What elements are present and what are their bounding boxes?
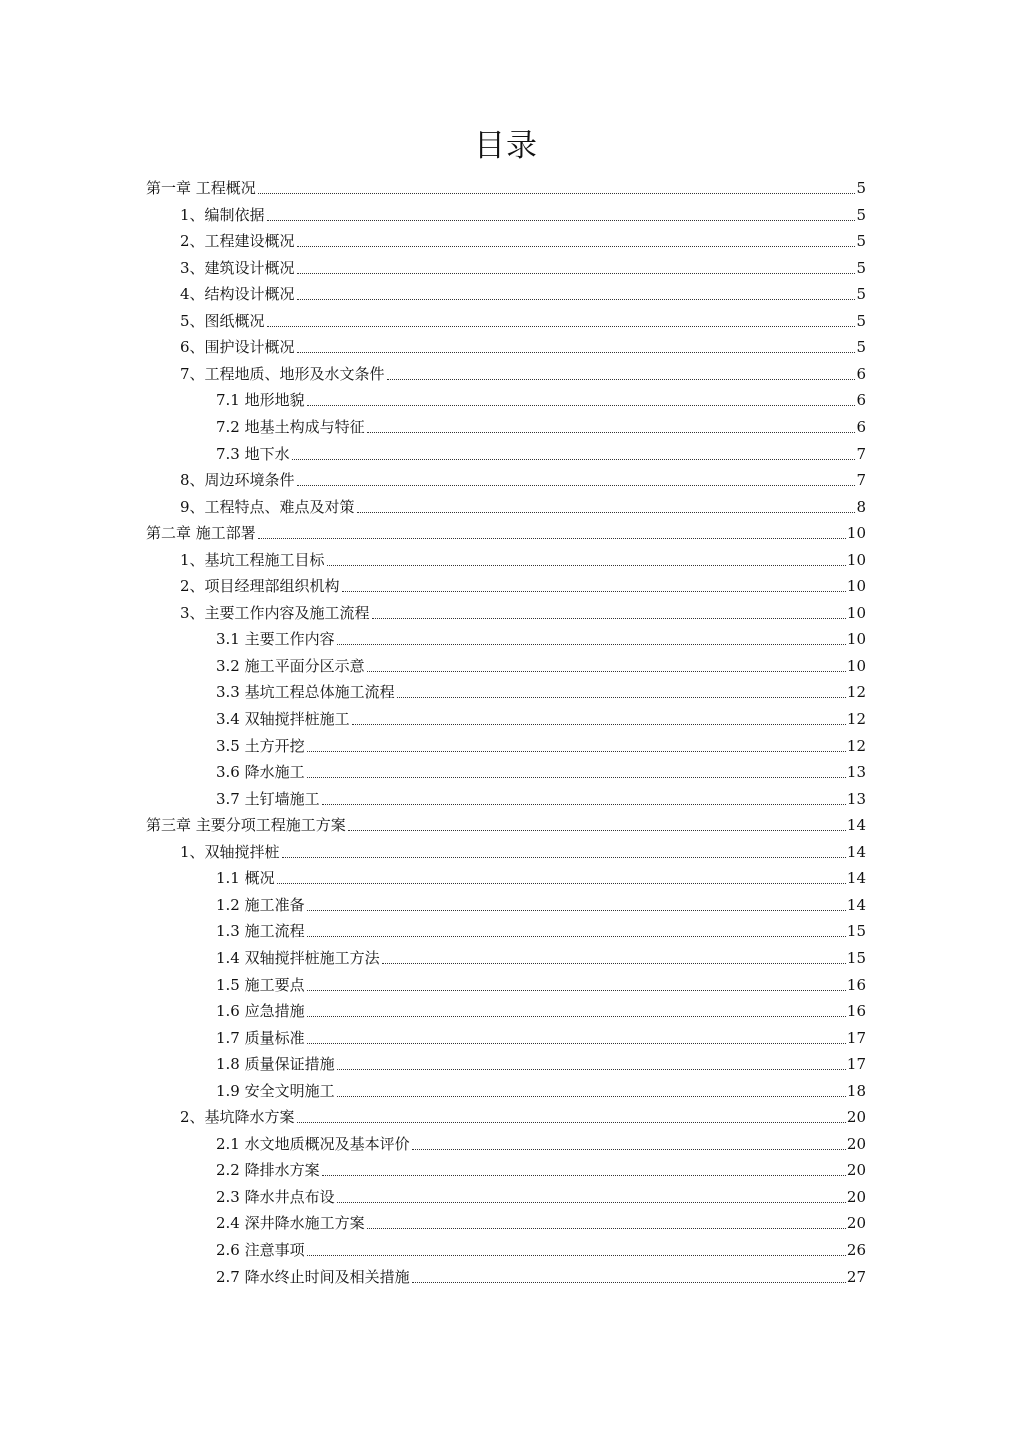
toc-entry-page-number: 26 xyxy=(846,1241,866,1259)
toc-entry[interactable] xyxy=(216,944,866,970)
toc-entry-label: 3.3 基坑工程总体施工流程 xyxy=(216,683,395,702)
toc-entry-page-number: 10 xyxy=(846,524,866,543)
toc-entry-label: 第一章 工程概况 xyxy=(146,179,256,197)
page-title: 目录 xyxy=(474,128,538,164)
toc-entry-label: 7.3 地下水 xyxy=(216,444,290,463)
toc-entry-label: 1、基坑工程施工目标 xyxy=(180,550,325,569)
toc-entry[interactable] xyxy=(216,997,866,1023)
toc-entry-label: 1.3 施工流程 xyxy=(216,922,305,941)
toc-dot-leader xyxy=(337,1201,846,1203)
toc-entry[interactable] xyxy=(180,466,866,492)
toc-dot-leader xyxy=(297,298,856,300)
toc-dot-leader xyxy=(307,404,856,406)
toc-entry-label: 3.4 双轴搅拌桩施工 xyxy=(216,710,350,728)
toc-dot-leader xyxy=(348,829,846,831)
toc-entry-page-number: 18 xyxy=(846,1081,866,1100)
toc-entry-label: 1.4 双轴搅拌桩施工方法 xyxy=(216,948,380,967)
toc-dot-leader xyxy=(412,1148,846,1150)
toc-entry[interactable] xyxy=(146,811,866,837)
toc-dot-leader xyxy=(382,962,846,964)
toc-entry[interactable] xyxy=(180,360,866,386)
toc-entry-page-number: 20 xyxy=(846,1161,866,1180)
toc-entry-page-number: 17 xyxy=(846,1055,866,1074)
toc-entry-label: 7、工程地质、地形及水文条件 xyxy=(180,364,385,383)
toc-dot-leader xyxy=(267,325,856,327)
toc-entry-label: 5、图纸概况 xyxy=(180,311,265,330)
toc-entry-page-number: 12 xyxy=(846,736,866,755)
toc-entry-page-number: 13 xyxy=(846,763,866,782)
toc-entry-label: 1.8 质量保证措施 xyxy=(216,1055,335,1074)
toc-entry[interactable] xyxy=(180,838,866,864)
toc-entry-page-number: 14 xyxy=(846,895,866,914)
toc-entry-page-number: 5 xyxy=(856,232,866,251)
toc-entry[interactable] xyxy=(180,307,866,333)
toc-entry-label: 1.9 安全文明施工 xyxy=(216,1081,335,1100)
toc-dot-leader xyxy=(342,590,846,592)
toc-entry-label: 3.5 土方开挖 xyxy=(216,736,305,755)
toc-entry[interactable] xyxy=(216,864,866,890)
toc-entry-label: 2、项目经理部组织机构 xyxy=(180,577,340,596)
toc-dot-leader xyxy=(292,458,856,460)
toc-entry-label: 3、主要工作内容及施工流程 xyxy=(180,603,370,622)
toc-dot-leader xyxy=(352,723,846,725)
toc-dot-leader xyxy=(327,564,846,566)
toc-entry-label: 3.7 土钉墙施工 xyxy=(216,789,320,808)
toc-entry-label: 9、工程特点、难点及对策 xyxy=(180,497,355,516)
toc-entry[interactable] xyxy=(180,572,866,598)
toc-entry-page-number: 13 xyxy=(846,789,866,808)
toc-entry[interactable] xyxy=(216,1236,866,1262)
toc-dot-leader xyxy=(412,1281,846,1283)
toc-dot-leader xyxy=(307,1042,846,1044)
toc-entry-page-number: 12 xyxy=(846,683,866,702)
toc-entry-page-number: 15 xyxy=(846,948,866,967)
toc-dot-leader xyxy=(267,219,856,221)
toc-dot-leader xyxy=(297,245,856,247)
toc-entry-page-number: 5 xyxy=(856,311,866,330)
toc-dot-leader xyxy=(367,1227,846,1229)
toc-entry-page-number: 10 xyxy=(846,603,866,622)
toc-dot-leader xyxy=(258,537,846,539)
toc-entry[interactable] xyxy=(216,971,866,997)
toc-dot-leader xyxy=(337,1068,846,1070)
toc-entry-label: 7.2 地基土构成与特征 xyxy=(216,417,365,436)
toc-dot-leader xyxy=(307,750,846,752)
toc-dot-leader xyxy=(307,1015,846,1017)
toc-entry-label: 2.7 降水终止时间及相关措施 xyxy=(216,1267,410,1286)
toc-entry-page-number: 10 xyxy=(846,550,866,569)
toc-dot-leader xyxy=(307,1254,846,1256)
toc-dot-leader xyxy=(258,192,856,194)
toc-entry-label: 1.1 概况 xyxy=(216,869,275,888)
toc-entry[interactable] xyxy=(180,546,866,572)
toc-entry[interactable] xyxy=(216,1183,866,1209)
toc-entry[interactable] xyxy=(216,678,866,704)
toc-entry[interactable] xyxy=(180,1103,866,1129)
toc-entry-label: 1、双轴搅拌桩 xyxy=(180,842,280,861)
toc-entry-page-number: 27 xyxy=(846,1267,866,1286)
toc-entry[interactable] xyxy=(180,254,866,280)
toc-entry-label: 1.7 质量标准 xyxy=(216,1028,305,1047)
toc-dot-leader xyxy=(397,696,846,698)
toc-entry-page-number: 14 xyxy=(846,869,866,888)
toc-entry-page-number: 7 xyxy=(856,471,866,490)
toc-entry-label: 2、基坑降水方案 xyxy=(180,1108,295,1127)
toc-entry-label: 2.3 降水井点布设 xyxy=(216,1187,335,1206)
toc-entry-page-number: 20 xyxy=(846,1187,866,1206)
toc-entry[interactable] xyxy=(216,1024,866,1050)
toc-dot-leader xyxy=(307,935,846,937)
toc-entry[interactable] xyxy=(216,1077,866,1103)
toc-entry-page-number: 14 xyxy=(846,816,866,835)
toc-entry[interactable] xyxy=(216,1263,866,1289)
toc-entry-page-number: 17 xyxy=(846,1028,866,1047)
toc-entry-label: 1.2 施工准备 xyxy=(216,895,305,914)
toc-entry-label: 8、周边环境条件 xyxy=(180,471,295,490)
toc-entry[interactable] xyxy=(180,280,866,306)
toc-entry[interactable] xyxy=(216,1156,866,1182)
toc-dot-leader xyxy=(337,1095,846,1097)
toc-entry-page-number: 5 xyxy=(856,338,866,357)
toc-entry-label: 2.2 降排水方案 xyxy=(216,1161,320,1180)
toc-dot-leader xyxy=(297,272,856,274)
toc-entry-page-number: 10 xyxy=(846,656,866,675)
toc-entry-page-number: 8 xyxy=(856,497,866,516)
toc-entry-label: 3.1 主要工作内容 xyxy=(216,630,335,649)
toc-entry-label: 3.6 降水施工 xyxy=(216,763,305,782)
toc-dot-leader xyxy=(322,803,846,805)
toc-entry-label: 2.6 注意事项 xyxy=(216,1241,305,1259)
toc-entry-page-number: 20 xyxy=(846,1134,866,1153)
toc-dot-leader xyxy=(297,351,856,353)
toc-entry[interactable] xyxy=(180,493,866,519)
toc-entry[interactable] xyxy=(216,758,866,784)
toc-entry[interactable] xyxy=(216,1050,866,1076)
toc-entry-label: 第三章 主要分项工程施工方案 xyxy=(146,816,346,835)
toc-dot-leader xyxy=(372,617,846,619)
toc-entry[interactable] xyxy=(216,891,866,917)
toc-entry-label: 第二章 施工部署 xyxy=(146,524,256,543)
toc-entry-label: 2、工程建设概况 xyxy=(180,232,295,251)
toc-entry-page-number: 5 xyxy=(856,179,866,197)
toc-entry-label: 3.2 施工平面分区示意 xyxy=(216,656,365,675)
toc-entry[interactable] xyxy=(216,652,866,678)
toc-dot-leader xyxy=(322,1174,846,1176)
toc-entry-label: 1、编制依据 xyxy=(180,205,265,224)
toc-dot-leader xyxy=(367,670,846,672)
toc-entry-label: 1.6 应急措施 xyxy=(216,1002,305,1021)
toc-entry-page-number: 16 xyxy=(846,975,866,994)
toc-entry[interactable] xyxy=(216,440,866,466)
toc-entry-page-number: 20 xyxy=(846,1108,866,1127)
toc-entry-page-number: 12 xyxy=(846,710,866,728)
toc-entry-label: 4、结构设计概况 xyxy=(180,285,295,304)
toc-entry[interactable] xyxy=(180,227,866,253)
toc-entry[interactable] xyxy=(216,917,866,943)
toc-entry[interactable] xyxy=(216,1209,866,1235)
toc-entry[interactable] xyxy=(216,785,866,811)
toc-entry-page-number: 14 xyxy=(846,842,866,861)
toc-entry[interactable] xyxy=(216,1130,866,1156)
toc-dot-leader xyxy=(297,1121,846,1123)
toc-entry-label: 2.4 深井降水施工方案 xyxy=(216,1214,365,1233)
toc-entry-page-number: 5 xyxy=(856,205,866,224)
toc-dot-leader xyxy=(387,378,856,380)
toc-entry[interactable] xyxy=(216,413,866,439)
toc-dot-leader xyxy=(307,989,846,991)
toc-entry-page-number: 5 xyxy=(856,285,866,304)
toc-entry-label: 7.1 地形地貌 xyxy=(216,391,305,410)
toc-entry-page-number: 6 xyxy=(856,391,866,410)
toc-entry-page-number: 15 xyxy=(846,922,866,941)
toc-entry[interactable] xyxy=(216,705,866,731)
toc-entry-page-number: 10 xyxy=(846,577,866,596)
toc-entry-page-number: 6 xyxy=(856,364,866,383)
toc-entry-page-number: 5 xyxy=(856,258,866,277)
toc-entry-label: 2.1 水文地质概况及基本评价 xyxy=(216,1134,410,1153)
toc-dot-leader xyxy=(282,856,846,858)
toc-entry-label: 6、围护设计概况 xyxy=(180,338,295,357)
toc-entry[interactable] xyxy=(216,625,866,651)
toc-entry-label: 1.5 施工要点 xyxy=(216,975,305,994)
toc-entry-page-number: 16 xyxy=(846,1002,866,1021)
toc-dot-leader xyxy=(337,643,846,645)
toc-dot-leader xyxy=(367,431,856,433)
toc-dot-leader xyxy=(307,909,846,911)
toc-entry[interactable] xyxy=(146,519,866,545)
toc-entry[interactable] xyxy=(216,732,866,758)
toc-dot-leader xyxy=(357,511,856,513)
toc-entry-page-number: 10 xyxy=(846,630,866,649)
toc-dot-leader xyxy=(277,882,846,884)
toc-entry-page-number: 6 xyxy=(856,417,866,436)
toc-dot-leader xyxy=(307,776,846,778)
toc-entry[interactable] xyxy=(180,201,866,227)
toc-entry[interactable] xyxy=(180,333,866,359)
toc-entry[interactable] xyxy=(216,386,866,412)
toc-entry-page-number: 20 xyxy=(846,1214,866,1233)
toc-entry[interactable] xyxy=(146,174,866,200)
toc-dot-leader xyxy=(297,484,856,486)
toc-entry-page-number: 7 xyxy=(856,444,866,463)
toc-entry[interactable] xyxy=(180,599,866,625)
toc-entry-label: 3、建筑设计概况 xyxy=(180,258,295,277)
